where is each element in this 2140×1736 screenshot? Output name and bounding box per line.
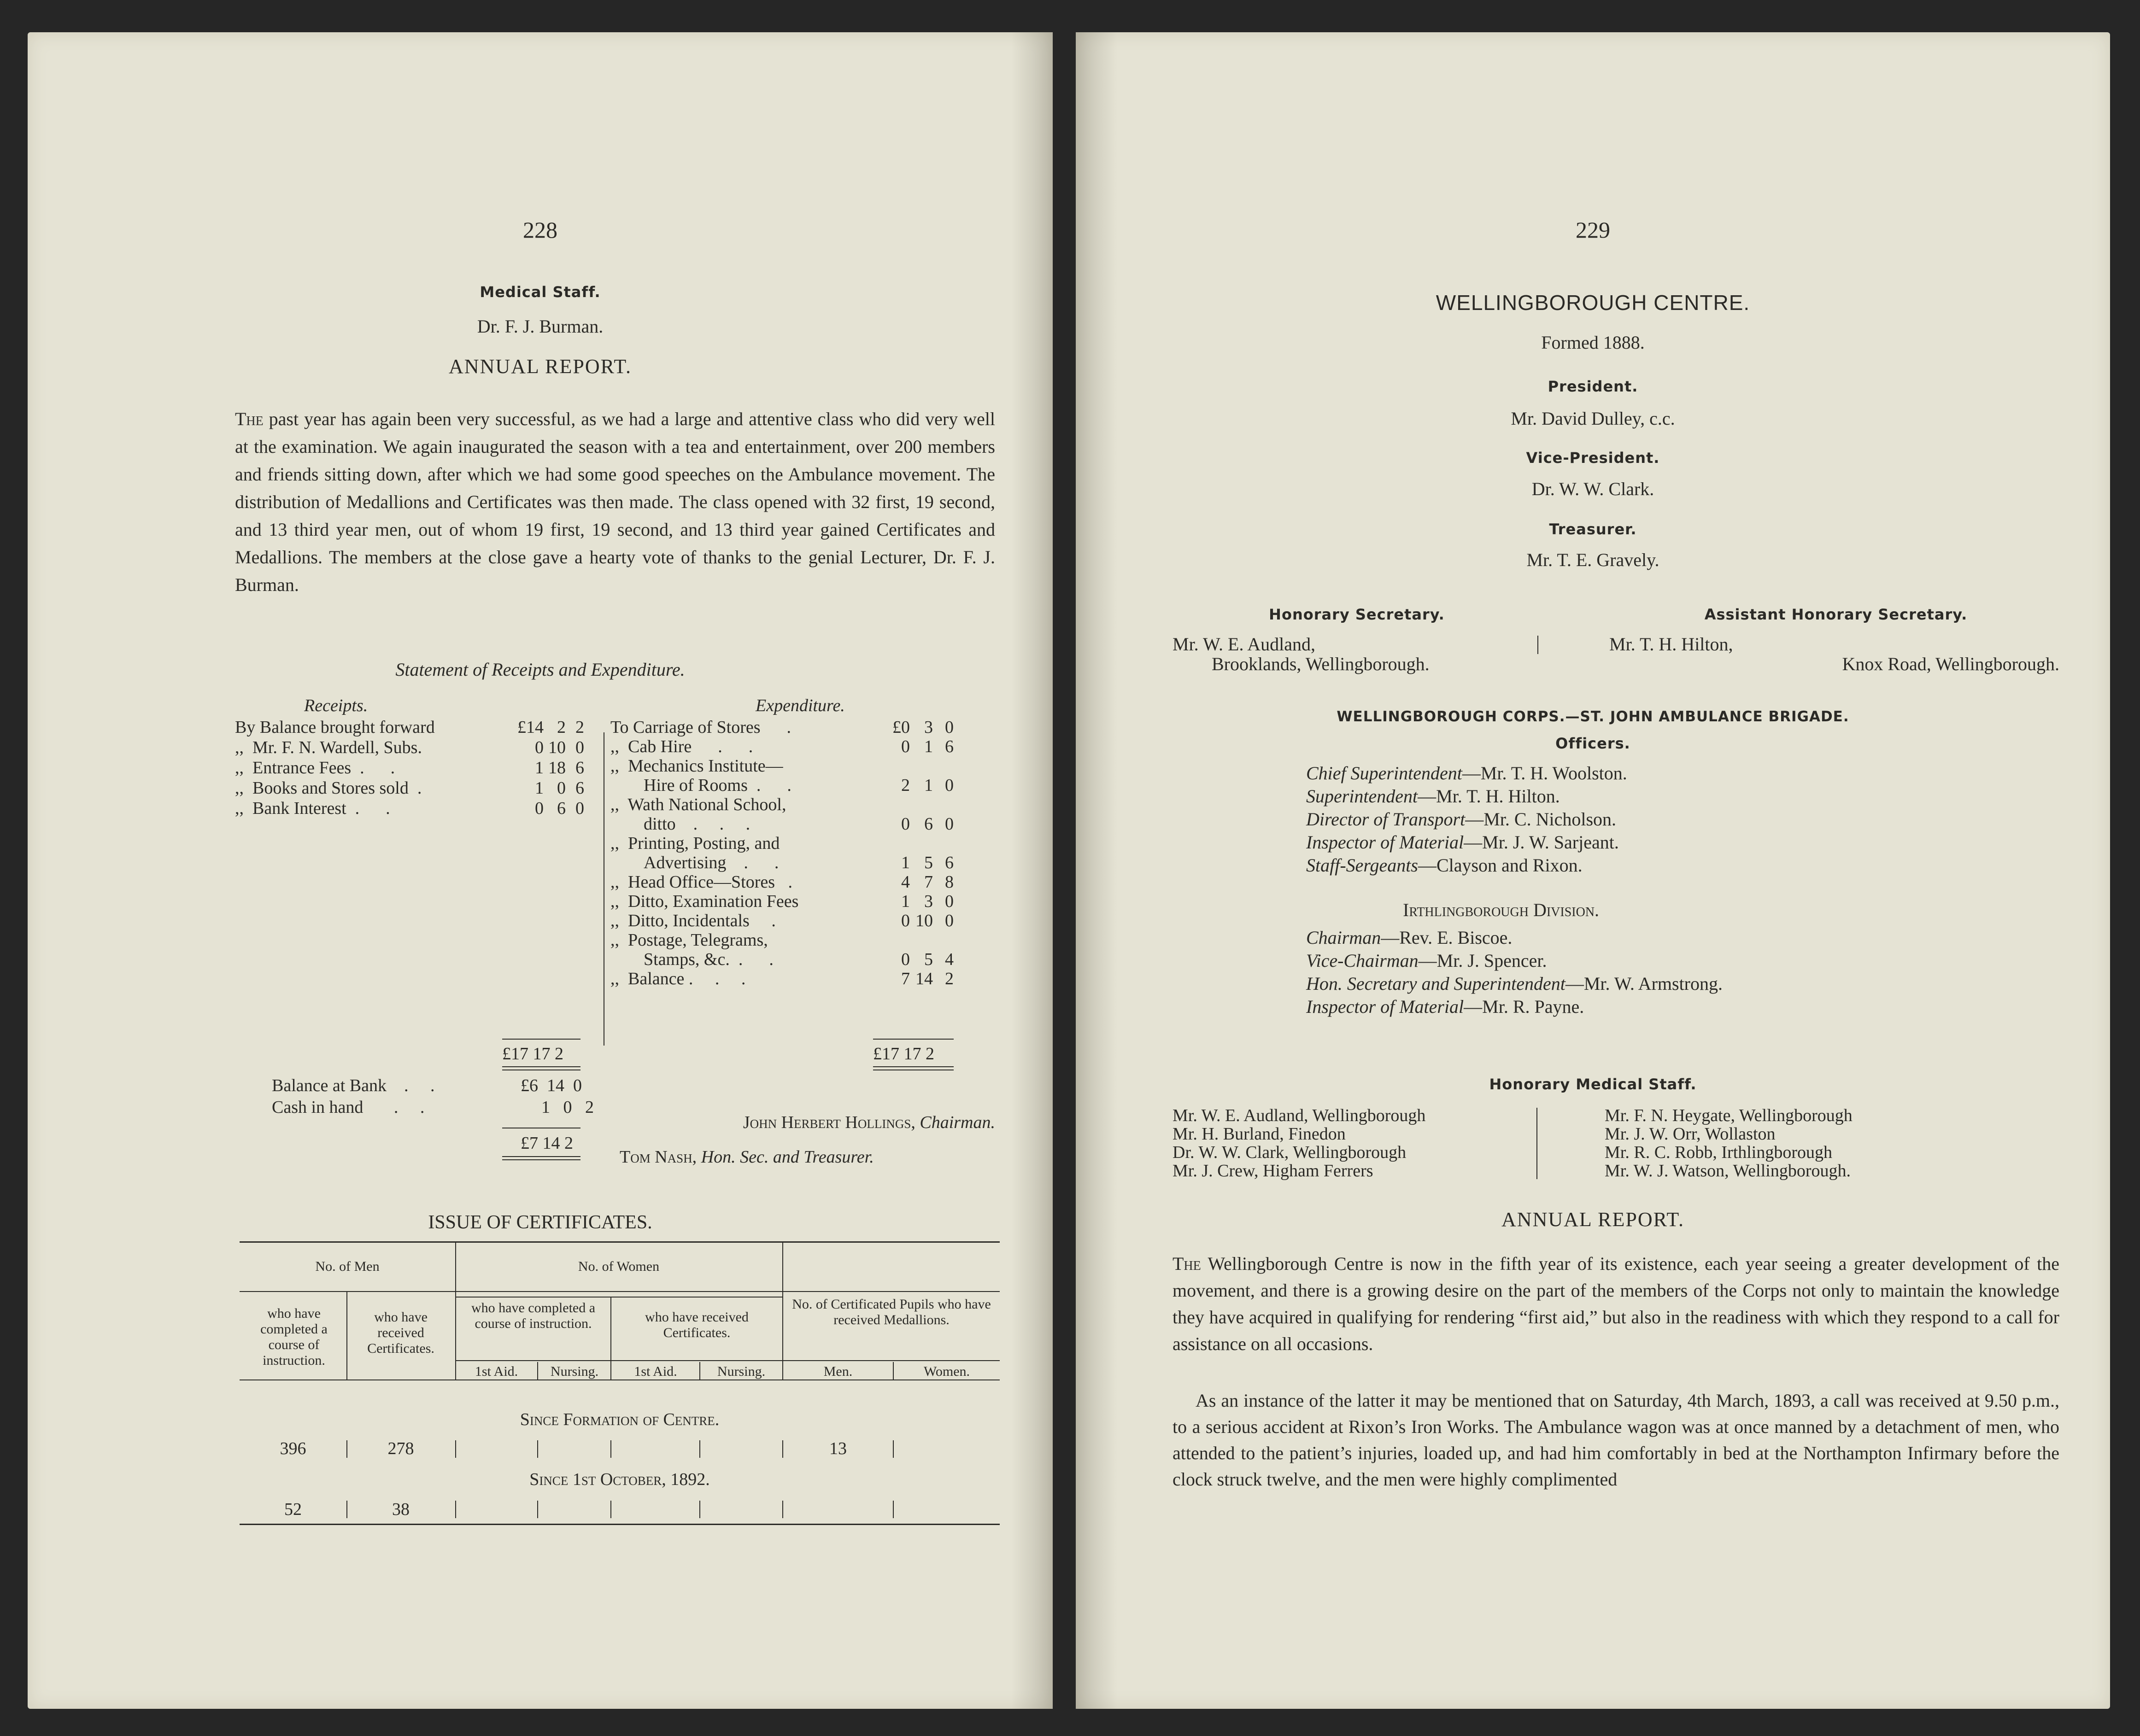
secretary-name: Tom Nash, [620,1147,697,1167]
asst-secretary-heading: Assistant Honorary Secretary. [1704,606,1968,623]
page-number: 229 [1576,217,1610,243]
secretary-title: Hon. Sec. and Treasurer. [701,1147,874,1167]
expenditure-pounds: 1 [901,892,910,911]
table-sub-rule [240,1379,1000,1380]
medical-staff-member: Mr. W. E. Audland, Wellingborough [1173,1106,1426,1125]
chairman-signature [617,1112,995,1133]
medical-staff-name: Dr. F. J. Burman. [477,316,604,337]
cash-in-hand-label: Cash in hand . . [272,1098,425,1117]
expenditure-label: ,, Balance . . . [610,969,746,988]
receipt-shillings: 0 [557,778,566,798]
expenditure-label: To Carriage of Stores . [610,718,792,737]
row2-sep-5 [699,1501,700,1518]
expenditure-pounds: £0 [892,718,910,737]
receipt-pence: 6 [575,778,584,798]
corps-heading: WELLINGBOROUGH CORPS.—ST. JOHN AMBULANCE BRIGADE. [1337,708,1849,725]
division-name: —Mr. J. Spencer. [1418,950,1547,971]
officer-entry [1306,762,1627,784]
officer-role: Superintendent [1306,786,1418,807]
receipts-total: £17 17 2 [502,1044,563,1064]
receipt-pence: 2 [575,718,584,737]
expenditure-pence: 0 [945,892,954,911]
expenditure-pounds: 4 [901,872,910,892]
expenditure-label-cont: Advertising . . [644,853,779,872]
vice-president-name: Dr. W. W. Clark. [1531,479,1654,499]
balance-double-rule-1 [502,1156,580,1157]
medical-staff-member: Mr. H. Burland, Finedon [1173,1124,1346,1144]
sub-nursing-2: Nursing. [717,1364,766,1379]
officer-entry [1306,831,1619,853]
row1-sep-5 [699,1440,700,1458]
row2-sep-1 [346,1501,347,1518]
sub-women: Women. [923,1364,970,1379]
since-formation-heading: Since Formation of Centre. [520,1410,720,1429]
since-october-heading: Since 1st October, 1892. [529,1470,710,1489]
expenditure-label: ,, Cab Hire . . [610,737,753,756]
asst-secretary-address: Knox Road, Wellingborough. [1842,654,2059,674]
centre-title: WELLINGBOROUGH CENTRE. [1436,291,1750,315]
expenditure-label-cont: Hire of Rooms . . [644,776,792,795]
sub-men: Men. [823,1364,853,1379]
receipt-pence: 0 [575,799,584,818]
formation-men-received: 278 [387,1439,414,1458]
asst-secretary-name: Mr. T. H. Hilton, [1609,634,1733,655]
hon-secretary-name: Mr. W. E. Audland, [1173,634,1316,655]
october-men-completed: 52 [284,1500,302,1519]
secretary-divider [1537,636,1538,654]
statement-title: Statement of Receipts and Expenditure. [395,659,685,680]
row2-sep-6 [782,1501,783,1518]
receipt-shillings: 10 [548,738,566,757]
expenditure-double-rule-1 [873,1066,954,1067]
balance-total: £7 14 2 [521,1134,573,1153]
report-paragraph-2: As an instance of the latter it may be mentioned that on Saturday, 4th March, 1893, a call was received at 9.50 p.m., to a serious accident at Rixon’s Iron Works. The Ambulance wagon was at once manned by a detachment of men, who attended to the patient’s injuries, loaded up, and had him comfortably in bed at the Northampton Infirmary before the clock struck twelve, and the men were highly complimented [1173,1390,2059,1490]
hon-secretary-heading: Honorary Secretary. [1269,606,1445,623]
division-entry [1306,927,1512,948]
october-men-received: 38 [392,1500,410,1519]
row2-sep-2 [455,1501,456,1518]
row2-sep-4 [610,1501,611,1518]
secretary-signature [620,1147,874,1167]
expenditure-shillings: 3 [924,718,933,737]
division-role: Inspector of Material [1306,996,1464,1017]
report-paragraph-1 [1173,1251,2059,1357]
expenditure-label-cont: ditto . . . [644,814,750,834]
receipt-pounds: 0 [535,799,544,818]
row2-sep-7 [893,1501,894,1518]
row1-sep-1 [346,1440,347,1458]
receipt-label: ,, Mr. F. N. Wardell, Subs. [235,738,422,757]
row1-sep-3 [537,1440,538,1458]
expenditure-pounds: 2 [901,776,910,795]
expenditure-pounds: 0 [901,950,910,969]
formation-men-completed: 396 [280,1439,306,1458]
medallions-header: No. of Certificated Pupils who have received Medallions. [792,1297,991,1327]
col-men-completed: who have completed a course of instruction. [260,1306,328,1368]
sub-first-aid-1: 1st Aid. [475,1364,518,1379]
division-entry [1306,973,1723,994]
hon-medical-heading: Honorary Medical Staff. [1489,1076,1697,1093]
col-women-received: who have received Certificates. [645,1309,749,1340]
receipt-label: ,, Entrance Fees . . [235,758,395,777]
medical-staff-member: Mr. J. W. Orr, Wollaston [1605,1124,1776,1144]
receipt-pounds: 0 [535,738,544,757]
officer-role: Inspector of Material [1306,832,1464,853]
medical-divider [1536,1108,1537,1179]
division-role: Vice-Chairman [1306,950,1419,971]
annual-report-heading: ANNUAL REPORT. [1501,1208,1684,1231]
receipt-label: ,, Books and Stores sold . [235,778,422,798]
receipt-shillings: 18 [548,758,566,777]
annual-report-heading: ANNUAL REPORT. [449,355,632,378]
table-top-rule [240,1241,1000,1243]
row1-sep-2 [455,1440,456,1458]
expenditure-pence: 2 [945,969,954,988]
division-name: —Mr. W. Armstrong. [1565,973,1723,994]
expenditure-shillings: 1 [924,776,933,795]
expenditure-label: ,, Ditto, Incidentals . [610,911,776,930]
division-entry [1306,996,1584,1017]
officer-role: Chief Superintendent [1306,763,1462,783]
receipt-pounds: 1 [535,758,544,777]
receipt-pence: 6 [575,758,584,777]
expenditure-pence: 8 [945,872,954,892]
officers-heading: Officers. [1555,735,1630,752]
expenditure-label: ,, Printing, Posting, and [610,834,780,853]
officer-entry [1306,854,1583,876]
expenditure-label: ,, Postage, Telegrams, [610,930,768,950]
formation-medallions-men: 13 [829,1439,847,1458]
receipts-rule [502,1039,580,1040]
receipts-double-rule-1 [502,1066,580,1067]
receipts-heading: Receipts. [304,696,368,715]
gutter-shadow [1076,32,1117,1709]
receipt-label: ,, Bank Interest . . [235,799,390,818]
balance-at-bank-label: Balance at Bank . . [272,1076,435,1095]
expenditure-shillings: 5 [924,853,933,872]
officer-name: —Mr. T. H. Woolston. [1462,763,1627,783]
expenditure-pence: 0 [945,776,954,795]
receipt-pence: 0 [575,738,584,757]
medical-staff-heading: Medical Staff. [480,283,601,301]
table-subhead-rule [455,1360,1000,1361]
officer-name: —Mr. C. Nicholson. [1465,809,1617,830]
row2-sep-3 [537,1501,538,1518]
division-entry [1306,950,1547,971]
report-body: past year has again been very successful, as we had a large and attentive class who did very well at the examination. We again inaugurated the season with a tea and entertainment, over 200 members and friends sitting down, after which we had some good speeches on the Ambulance movement. The distribution of Medallions and Certificates was then made. The class opened with 32 first, 19 second, and 13 third year men, out of whom 19 first, 19 second, and 13 third year gained Certificates and Medallions. The members at the close gave a hearty vote of thanks to the genial Lecturer, Dr. F. J. Burman. [235,409,996,595]
expenditure-rule [873,1039,954,1040]
expenditure-label: ,, Ditto, Examination Fees [610,892,799,911]
expenditure-pence: 0 [945,814,954,834]
president-heading: President. [1548,378,1638,395]
officer-role: Staff-Sergeants [1306,855,1418,876]
men-header: No. of Men [315,1259,380,1274]
women-col-rule [455,1297,782,1298]
balance-at-bank-value: £6 14 0 [521,1076,582,1095]
women-header: No. of Women [578,1259,660,1274]
expenditure-pounds: 7 [901,969,910,988]
report-p1: Wellingborough Centre is now in the fifth year of its existence, each year seeing a greater development of the movement, and there is a growing desire on the part of the members of the Corps not only to maintain the knowledge they have acquired in qualifying for rendering “first aid,” but also in the readiness with which they respond to a call for assistance on all occasions. [1173,1253,2059,1354]
expenditure-pounds: 0 [901,737,910,756]
expenditure-shillings: 7 [924,872,933,892]
officer-entry [1306,785,1560,807]
row1-sep-7 [893,1440,894,1458]
table-header-rule [240,1291,1000,1292]
division-name: —Mr. R. Payne. [1464,996,1584,1017]
chairman-title: Chairman. [920,1113,995,1132]
row1-sep-4 [610,1440,611,1458]
expenditure-pence: 0 [945,718,954,737]
expenditure-shillings: 10 [915,911,933,930]
sub-nursing-1: Nursing. [550,1364,599,1379]
expenditure-pence: 6 [945,853,954,872]
division-name: —Rev. E. Biscoe. [1381,927,1513,948]
medical-staff-member: Mr. F. N. Heygate, Wellingborough [1605,1106,1853,1125]
receipt-shillings: 6 [557,799,566,818]
chairman-name: John Herbert Hollings, [743,1113,915,1132]
sub-first-aid-2: 1st Aid. [634,1364,677,1379]
certificates-table [240,1241,1000,1527]
table-bottom-rule [240,1524,1000,1525]
expenditure-pence: 6 [945,737,954,756]
hon-secretary-address: Brooklands, Wellingborough. [1212,654,1430,674]
col-men-received: who have received Certificates. [367,1309,434,1356]
expenditure-shillings: 5 [924,950,933,969]
issue-of-certificates-heading: ISSUE OF CERTIFICATES. [428,1212,652,1233]
report-first-word: The [1173,1253,1201,1274]
officer-name: —Mr. T. H. Hilton. [1418,786,1560,807]
expenditure-shillings: 6 [924,814,933,834]
report-first-word: The [235,409,264,429]
expenditure-label: ,, Wath National School, [610,795,786,814]
treasurer-heading: Treasurer. [1549,520,1637,538]
division-heading: Irthlingborough Division. [1403,900,1600,920]
president-name: Mr. David Dulley, c.c. [1511,408,1675,429]
officer-name: —Mr. J. W. Sarjeant. [1464,832,1619,853]
expenditure-label: ,, Mechanics Institute— [610,756,783,776]
cash-in-hand-value: 1 0 2 [541,1098,594,1117]
treasurer-name: Mr. T. E. Gravely. [1526,549,1659,570]
formed-year: Formed 1888. [1541,332,1645,353]
left-page [28,32,1053,1709]
vrule-men [346,1291,347,1379]
expenditure-label: ,, Head Office—Stores . [610,872,793,892]
officer-name: —Clayson and Rixon. [1418,855,1583,876]
page-number: 228 [523,217,557,243]
expenditure-pounds: 0 [901,911,910,930]
vrule-women-medallions [782,1241,783,1379]
balance-double-rule-2 [502,1159,580,1160]
medical-staff-member: Mr. W. J. Watson, Wellingborough. [1605,1161,1851,1181]
expenditure-pence: 4 [945,950,954,969]
expenditure-shillings: 3 [924,892,933,911]
officer-entry [1306,808,1616,830]
division-role: Chairman [1306,927,1381,948]
col-women-completed: who have completed a course of instruction. [471,1300,596,1331]
expenditure-label-cont: Stamps, &c. . . [644,950,774,969]
expenditure-shillings: 14 [915,969,933,988]
receipt-label: By Balance brought forward [235,718,435,737]
annual-report-text [235,405,995,599]
receipt-shillings: 2 [557,718,566,737]
row1-sep-6 [782,1440,783,1458]
medical-staff-member: Mr. J. Crew, Higham Ferrers [1173,1161,1373,1181]
medical-staff-member: Mr. R. C. Robb, Irthlingborough [1605,1143,1833,1162]
expenditure-shillings: 1 [924,737,933,756]
expenditure-total: £17 17 2 [873,1044,934,1064]
expenditure-pence: 0 [945,911,954,930]
receipt-pounds: 1 [535,778,544,798]
officer-role: Director of Transport [1306,809,1466,830]
division-role: Hon. Secretary and Superintendent [1306,973,1565,994]
right-page [1076,32,2110,1709]
vice-president-heading: Vice-President. [1526,449,1660,467]
expenditure-heading: Expenditure. [756,696,845,715]
medical-staff-member: Dr. W. W. Clark, Wellingborough [1173,1143,1407,1162]
expenditure-pounds: 1 [901,853,910,872]
receipt-pounds: £14 [517,718,544,737]
expenditure-pounds: 0 [901,814,910,834]
